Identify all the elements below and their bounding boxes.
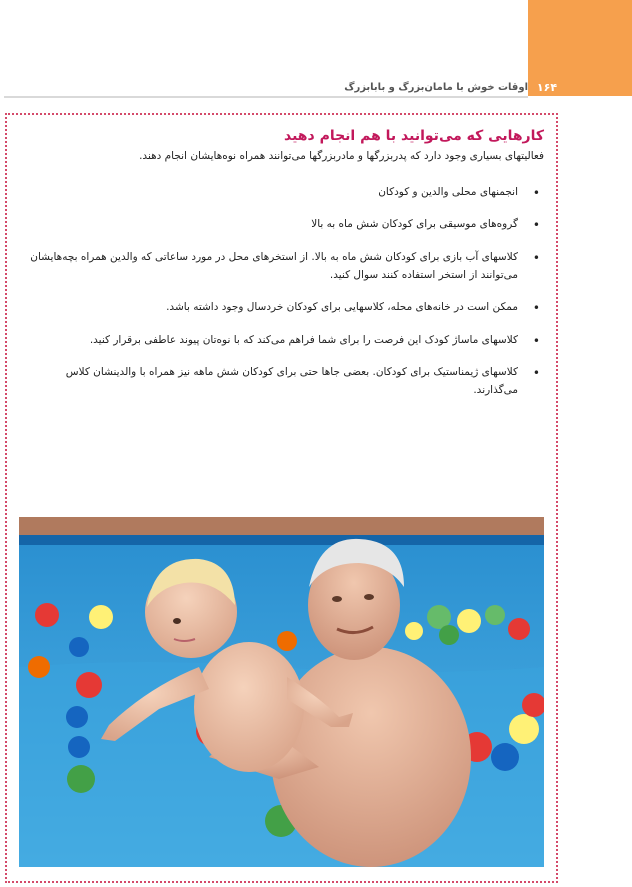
bullet-icon: • [532, 218, 540, 233]
running-head: اوقات خوش با مامان‌بزرگ و بابابزرگ [344, 82, 528, 93]
list-item-text: ممکن است در خانه‌های محله، کلاسهایی برای کودکان خردسال وجود داشته باشد. [166, 301, 518, 314]
list-item [18, 183, 544, 201]
bullet-icon: • [532, 301, 540, 316]
header-rule [4, 96, 528, 98]
page-number: ۱۶۴ [536, 81, 558, 94]
bullet-icon: • [532, 366, 540, 381]
list-item [18, 363, 544, 400]
list-item [18, 331, 544, 349]
activity-list [18, 183, 544, 400]
list-item-text: گروه‌های موسیقی برای کودکان شش ماه به بالا [311, 218, 518, 231]
section-intro: فعالیتهای بسیاری وجود دارد که پدربزرگها و مادربزرگها می‌توانند همراه نوه‌هایشان انجام دهند. [139, 150, 544, 162]
bullet-icon: • [532, 333, 540, 348]
list-item [18, 298, 544, 316]
list-item [18, 248, 544, 285]
section-title: کارهایی که می‌توانید با هم انجام دهید [284, 128, 544, 144]
content-area [18, 128, 544, 414]
list-item-text: کلاسهای ماساژ کودک این فرصت را برای شما فراهم می‌کند که با نوه‌تان پیوند عاطفی برقرار کنید. [89, 333, 518, 346]
bullet-icon: • [532, 250, 540, 265]
bullet-icon: • [532, 185, 540, 200]
list-item-text: انجمنهای محلی والدین و کودکان [378, 185, 518, 198]
list-item [18, 215, 544, 233]
list-item-text: کلاسهای ژیمناستیک برای کودکان. بعضی جاها حتی برای کودکان شش ماهه نیز همراه با والدینشان کلاس می‌گذارند. [65, 366, 518, 397]
pool-photo [19, 517, 544, 867]
list-item-text: کلاسهای آب بازی برای کودکان شش ماه به بالا. از استخرهای محل در مورد ساعاتی که والدین همراه بچه‌هایشان می‌توانند از استخر استفاده کنند سوال کنید. [30, 250, 518, 281]
